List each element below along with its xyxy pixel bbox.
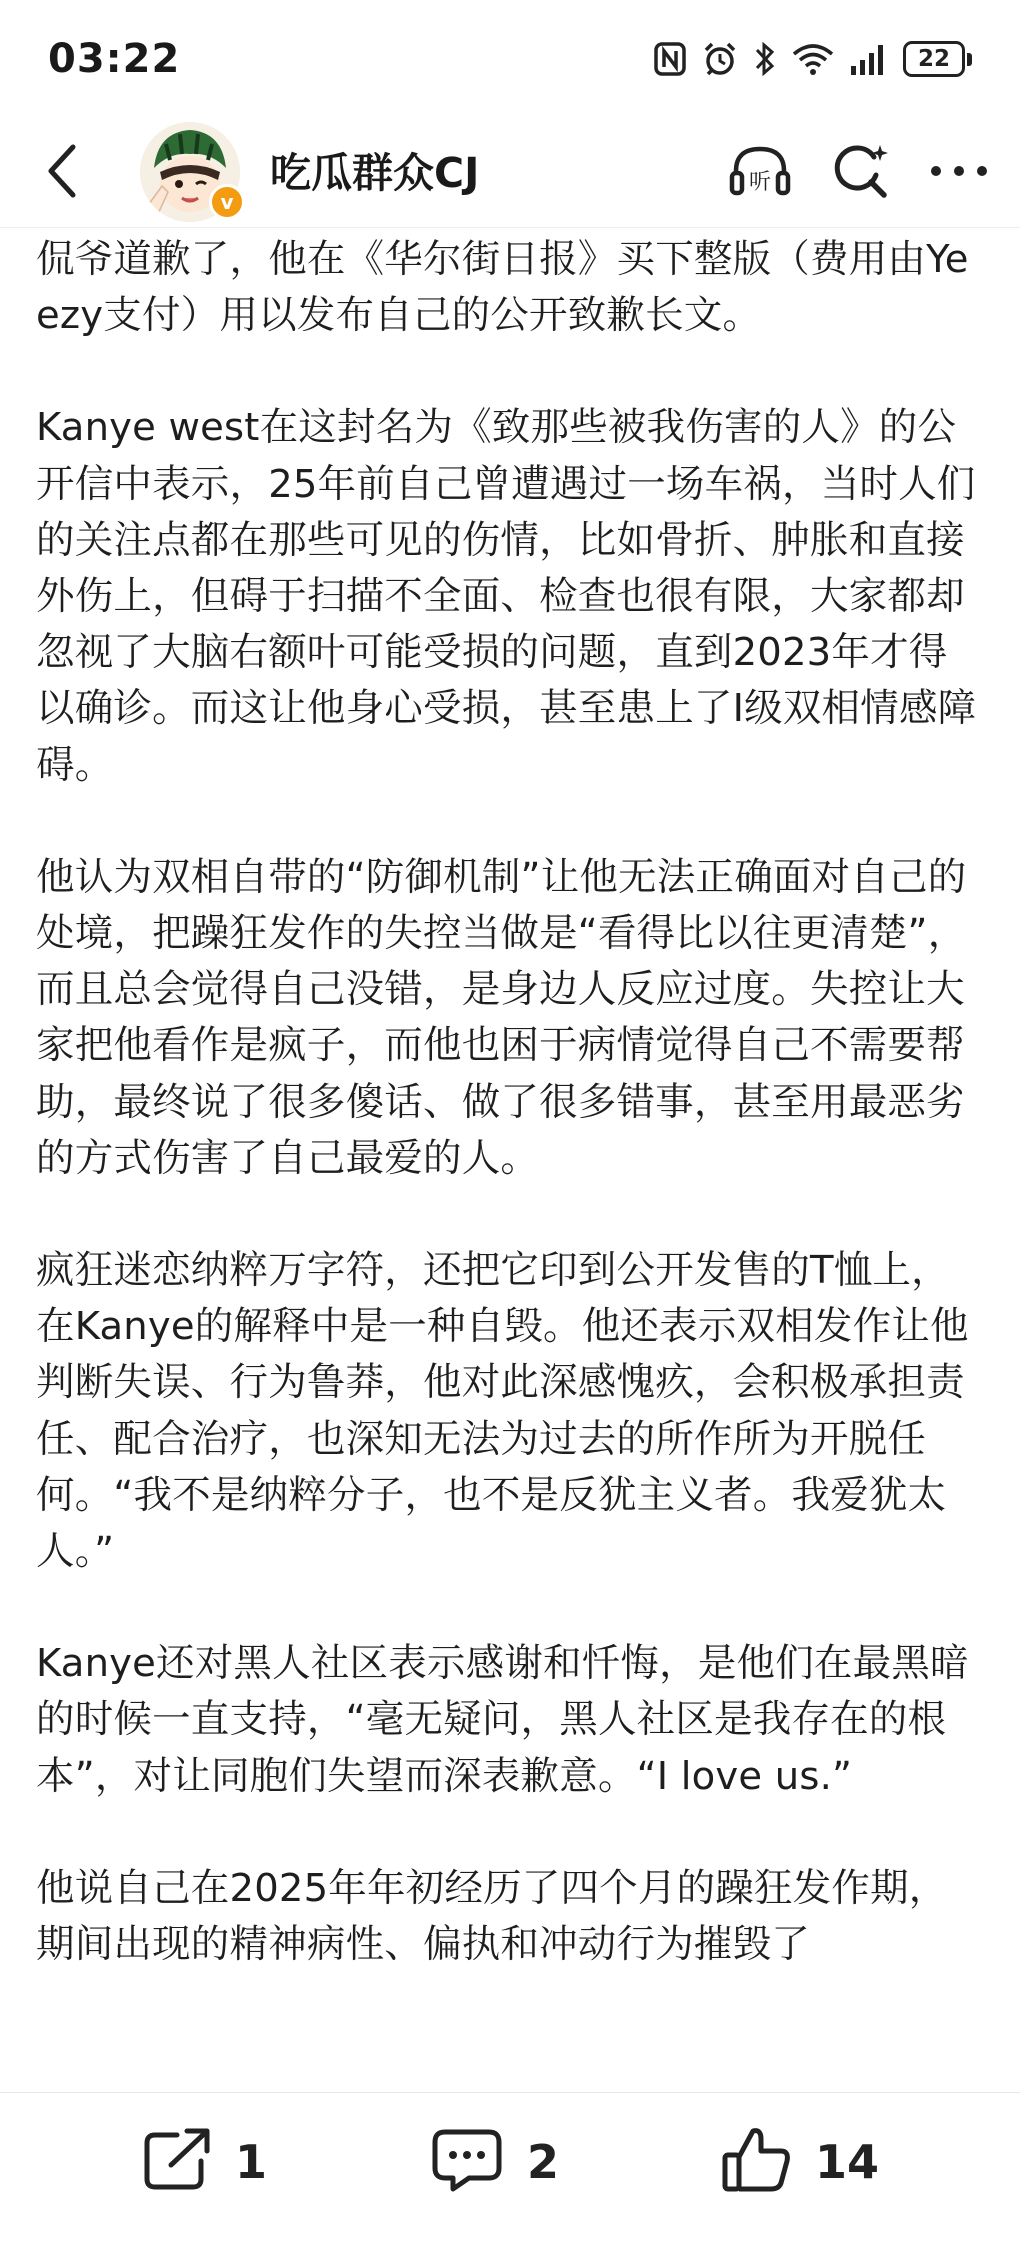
comment-icon <box>429 2126 505 2198</box>
share-button[interactable] <box>141 2127 267 2197</box>
header-actions <box>728 118 990 228</box>
verified-badge: v <box>209 184 245 220</box>
signal-icon <box>849 42 889 76</box>
post-paragraph: 他说自己在2025年年初经历了四个月的躁狂发作期，期间出现的精神病性、偏执和冲动行为摧毁了 <box>36 1865 948 1968</box>
status-time: 03:22 <box>48 36 181 82</box>
status-icons <box>653 40 972 78</box>
post-paragraph: 侃爷道歉了，他在《华尔街日报》买下整版（费用由Yeezy支付）用以发布自己的公开致歉长文。 <box>36 237 969 339</box>
more-button[interactable] <box>928 161 990 185</box>
bottom-action-bar <box>0 2092 1020 2250</box>
listen-button[interactable] <box>728 141 792 205</box>
like-count: 14 <box>814 2134 879 2189</box>
like-button[interactable] <box>721 2125 879 2199</box>
wifi-icon <box>791 41 835 77</box>
search-icon <box>830 141 890 205</box>
share-icon <box>141 2127 213 2197</box>
more-icon <box>928 161 990 185</box>
thumbs-up-icon <box>721 2125 793 2199</box>
username[interactable]: 吃瓜群众CJ <box>270 149 480 197</box>
battery-icon <box>903 41 972 77</box>
back-button[interactable] <box>36 138 86 208</box>
comment-button[interactable] <box>429 2126 559 2198</box>
nfc-icon <box>653 41 687 77</box>
post-header <box>0 118 1020 228</box>
search-button[interactable] <box>830 141 890 205</box>
bluetooth-icon <box>753 40 777 78</box>
share-count: 1 <box>234 2134 267 2189</box>
listen-label: 听 <box>748 170 772 195</box>
post-paragraph: Kanye还对黑人社区表示感谢和忏悔，是他们在最黑暗的时候一直支持，“毫无疑问，黑人社区是我存在的根本”，对让同胞们失望而深表歉意。“I love us.” <box>36 1641 969 1799</box>
post-paragraph: 疯狂迷恋纳粹万字符，还把它印到公开发售的T恤上，在Kanye的解释中是一种自毁。他还表示双相发作让他判断失误、行为鲁莽，他对此深感愧疚，会积极承担责任、配合治疗，也深知无法为过去的所作所为开脱任何。“我不是纳粹分子，也不是反犹主义者。我爱犹太人。” <box>36 1248 969 1575</box>
listen-icon <box>728 141 792 205</box>
alarm-icon <box>701 40 739 78</box>
battery-level: 22 <box>903 41 965 77</box>
post-paragraph: Kanye west在这封名为《致那些被我伤害的人》的公开信中表示，25年前自己曾遭遇过一场车祸，当时人们的关注点都在那些可见的伤情，比如骨折、肿胀和直接外伤上，但碍于扫描不全面、检查也很有限，大家都却忽视了大脑右额叶可能受损的问题，直到2023年才得以确诊。而这让他身心受损，甚至患上了I级双相情感障碍。 <box>36 405 977 788</box>
status-bar <box>0 0 1020 118</box>
comment-count: 2 <box>526 2134 559 2189</box>
post-paragraph: 他认为双相自带的“防御机制”让他无法正确面对自己的处境，把躁狂发作的失控当做是“看得比以往更清楚”，而且总会觉得自己没错，是身边人反应过度。失控让大家把他看作是疯子，而他也困于病情觉得自己不需要帮助，最终说了很多傻话、做了很多错事，甚至用最恶劣的方式伤害了自己最爱的人。 <box>36 854 967 1181</box>
post-content <box>36 232 986 2092</box>
back-icon <box>43 141 79 205</box>
